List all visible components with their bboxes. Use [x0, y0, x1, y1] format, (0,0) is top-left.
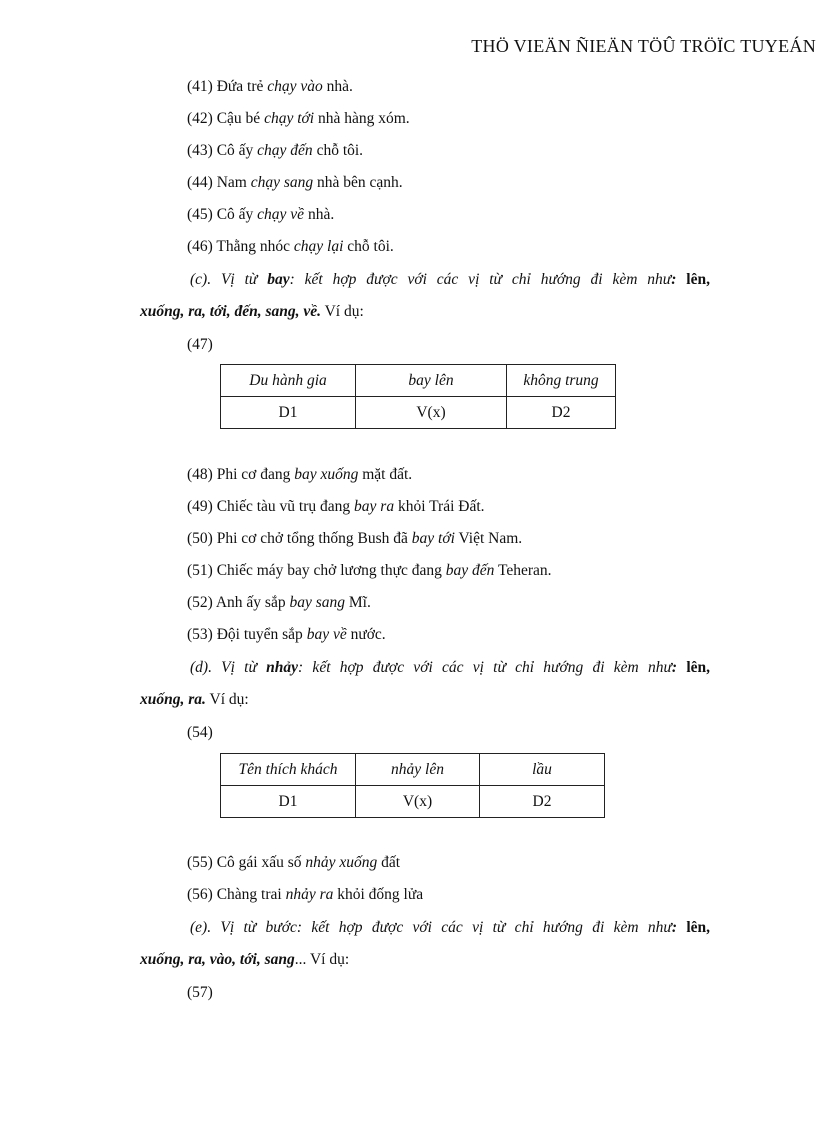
example-text: Mĩ.: [345, 594, 371, 611]
example-verb: chạy về: [257, 206, 305, 223]
example-48: [187, 465, 412, 485]
example-verb: bay tới: [411, 530, 455, 547]
example-41: [187, 77, 353, 97]
example-number: (50): [187, 530, 217, 547]
example-55: [187, 853, 400, 873]
example-text: nước.: [346, 626, 386, 643]
example-53: [187, 625, 386, 645]
example-number: (48): [187, 466, 217, 483]
example-44: [187, 173, 403, 193]
example-text: Cậu bé: [216, 110, 265, 127]
section-d-line1: [140, 658, 710, 678]
example-lead: Ví dụ:: [306, 951, 350, 968]
example-text: Cô ấy: [216, 206, 258, 223]
example-verb: bay xuống: [294, 466, 359, 483]
example-text: chỗ tôi.: [312, 142, 364, 159]
direction-list: xuống, ra, tới, đến, sang, về.: [140, 303, 321, 320]
colon: :: [671, 271, 687, 288]
example-text: Chàng trai: [216, 886, 286, 903]
section-e-line1: [140, 918, 710, 938]
example-text: Thằng nhóc: [216, 238, 294, 255]
section-d-line2: [140, 690, 710, 710]
example-number: (55): [187, 854, 217, 871]
example-number: (43): [187, 142, 217, 159]
table-54: [220, 753, 605, 818]
example-51: [187, 561, 552, 581]
example-text: nhà bên cạnh.: [313, 174, 403, 191]
example-text: Cô ấy: [216, 142, 258, 159]
direction-list: lên,: [686, 919, 710, 936]
example-number: (56): [187, 886, 217, 903]
section-c-line1: [140, 270, 710, 290]
ellipsis: ...: [294, 951, 307, 968]
table-cell: lầu: [480, 754, 605, 786]
example-text: mặt đất.: [358, 466, 413, 483]
example-verb: chạy lại: [293, 238, 344, 255]
section-desc: (e). Vị từ bước: kết hợp được với các vị từ chỉ hướng đi kèm như: [190, 919, 672, 936]
example-56: [187, 885, 423, 905]
example-text: nhà.: [322, 78, 353, 95]
table-cell: D2: [507, 397, 616, 429]
example-text: Teheran.: [494, 562, 552, 579]
section-label: (d). Vị từ: [190, 659, 267, 676]
page-header: THÖ VIEÄN ÑIEÄN TÖÛ TRÖÏC TUYEÁN: [471, 36, 816, 56]
example-54-label: (54): [187, 724, 213, 741]
example-text: khỏi đống lửa: [333, 886, 424, 903]
example-49: [187, 497, 485, 517]
example-number: (53): [187, 626, 217, 643]
example-number: (44): [187, 174, 217, 191]
example-52: [187, 593, 371, 613]
example-verb: chạy sang: [250, 174, 314, 191]
example-number: (51): [187, 562, 217, 579]
example-number: (52): [187, 594, 216, 611]
example-text: Phi cơ đang: [216, 466, 295, 483]
example-verb: chạy đến: [257, 142, 313, 159]
table-cell: D1: [221, 397, 356, 429]
example-verb: bay sang: [289, 594, 346, 611]
section-desc: : kết hợp được với các vị từ chỉ hướng đi kèm như: [289, 271, 672, 288]
table-cell: D1: [221, 786, 356, 818]
table-cell: V(x): [356, 786, 480, 818]
table-47: [220, 364, 616, 429]
example-text: đất: [377, 854, 401, 871]
example-lead: Ví dụ:: [321, 303, 364, 320]
example-text: Đội tuyển sắp: [216, 626, 307, 643]
example-text: Đứa trẻ: [216, 78, 268, 95]
section-label: (c). Vị từ: [190, 271, 268, 288]
example-number: (46): [187, 238, 217, 255]
example-text: nhà hàng xóm.: [314, 110, 410, 127]
example-number: (49): [187, 498, 217, 515]
example-verb: bay ra: [354, 498, 395, 515]
direction-list: xuống, ra, vào, tới, sang: [140, 951, 295, 968]
table-cell: nhảy lên: [356, 754, 480, 786]
example-57-label: (57): [187, 984, 213, 1001]
example-text: nhà.: [304, 206, 335, 223]
table-cell: Du hành gia: [221, 365, 356, 397]
colon: :: [671, 919, 687, 936]
section-e-line2: [140, 950, 710, 970]
section-c-line2: [140, 302, 710, 322]
example-text: Việt Nam.: [454, 530, 523, 547]
example-43: [187, 141, 363, 161]
section-desc: : kết hợp được với các vị từ chỉ hướng đi kèm như: [298, 659, 672, 676]
example-verb: chạy vào: [267, 78, 323, 95]
example-42: [187, 109, 410, 129]
table-cell: D2: [480, 786, 605, 818]
example-text: Cô gái xấu số: [216, 854, 306, 871]
colon: :: [671, 659, 687, 676]
example-verb: bay đến: [445, 562, 495, 579]
example-50: [187, 529, 522, 549]
example-text: Chiếc tàu vũ trụ đang: [216, 498, 355, 515]
example-number: (45): [187, 206, 217, 223]
example-47-label: (47): [187, 336, 213, 353]
example-number: (42): [187, 110, 217, 127]
example-text: khỏi Trái Đất.: [394, 498, 485, 515]
example-verb: chạy tới: [264, 110, 315, 127]
direction-list: lên,: [686, 271, 710, 288]
table-cell: Tên thích khách: [221, 754, 356, 786]
example-text: Nam: [216, 174, 251, 191]
section-verb: nhảy: [266, 659, 299, 676]
example-verb: nhảy ra: [285, 886, 334, 903]
direction-list: lên,: [686, 659, 710, 676]
example-number: (41): [187, 78, 217, 95]
example-text: chỗ tôi.: [343, 238, 394, 255]
table-cell: bay lên: [356, 365, 507, 397]
table-cell: V(x): [356, 397, 507, 429]
example-text: Anh ấy sắp: [215, 594, 290, 611]
example-lead: Ví dụ:: [205, 691, 249, 708]
example-text: Chiếc máy bay chở lương thực đang: [216, 562, 446, 579]
example-text: Phi cơ chở tổng thống Bush đã: [216, 530, 412, 547]
example-verb: nhảy xuống: [305, 854, 378, 871]
example-verb: bay về: [306, 626, 347, 643]
section-verb: bay: [267, 271, 290, 288]
example-46: [187, 237, 394, 257]
example-45: [187, 205, 334, 225]
table-cell: không trung: [507, 365, 616, 397]
direction-list: xuống, ra.: [140, 691, 206, 708]
